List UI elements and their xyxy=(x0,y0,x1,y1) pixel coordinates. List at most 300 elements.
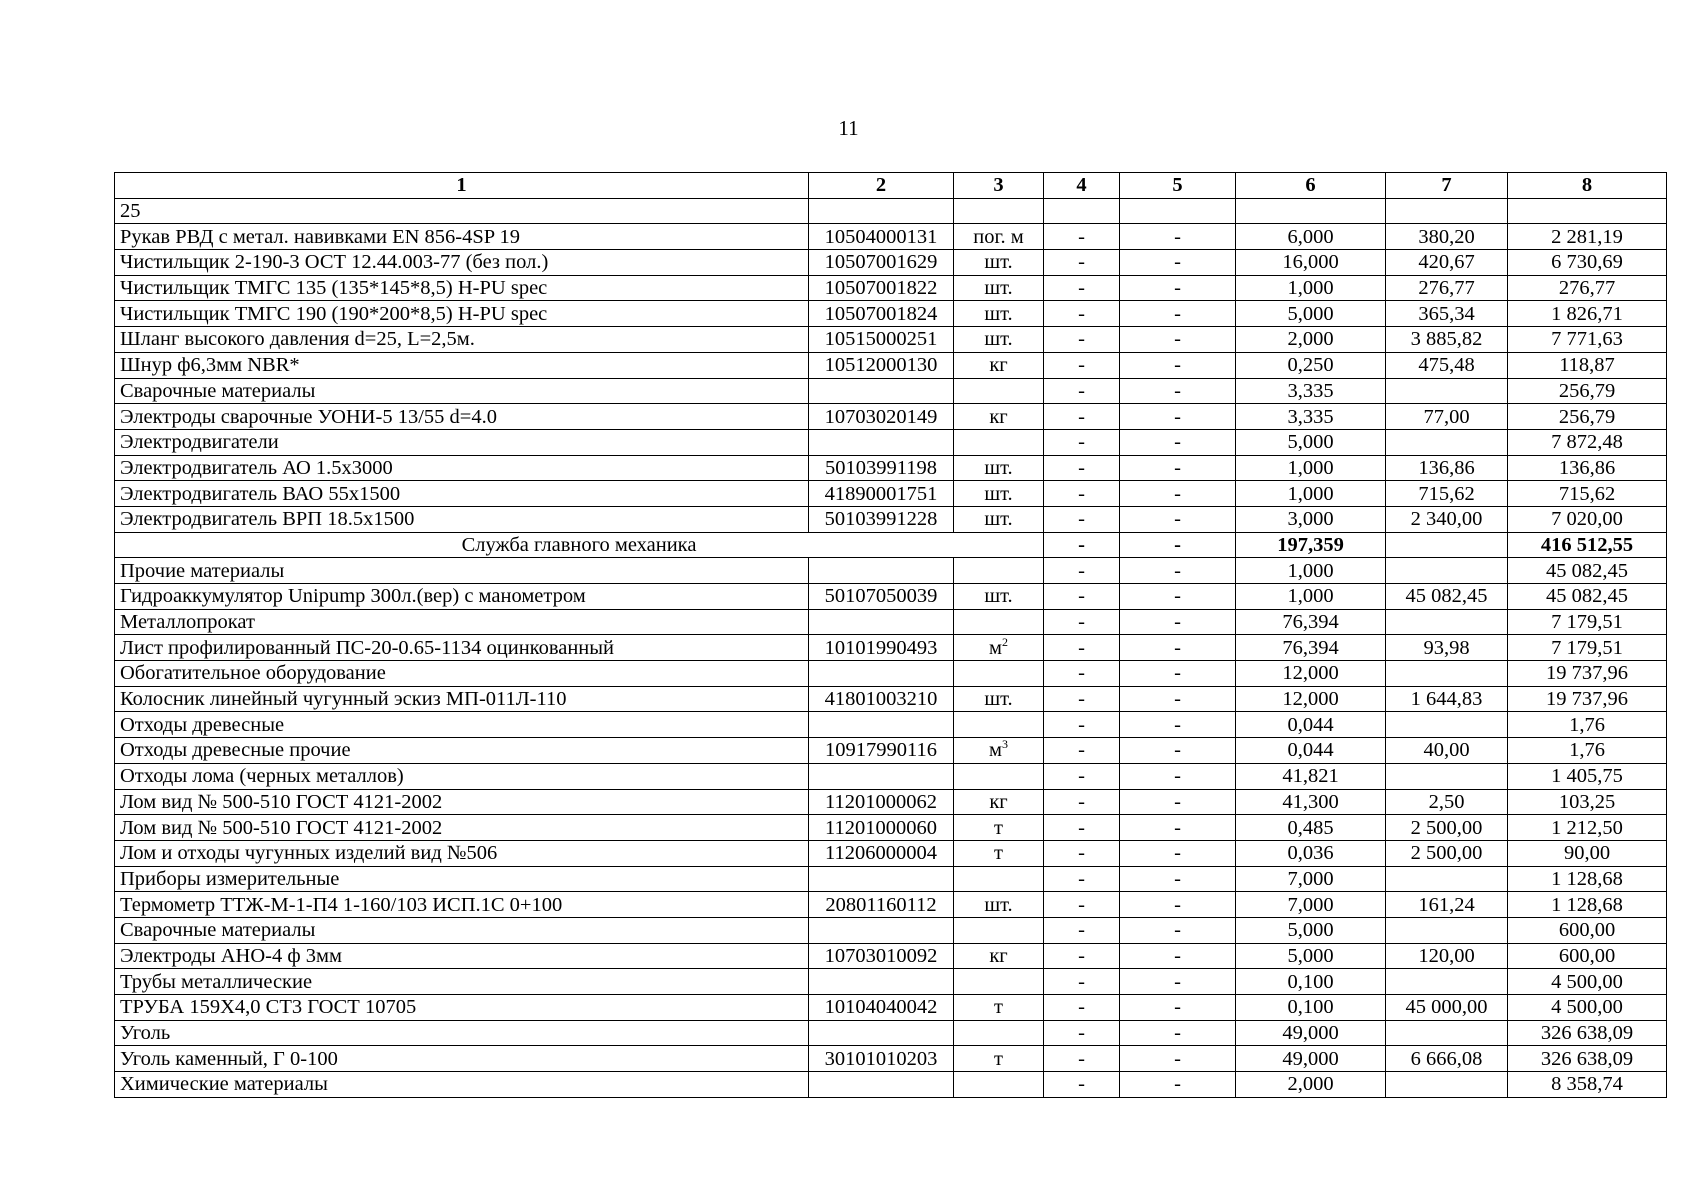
price-cell: 2 340,00 xyxy=(1386,506,1508,532)
name-cell: Прочие материалы xyxy=(115,558,809,584)
col5-cell: - xyxy=(1120,481,1236,507)
code-cell: 11206000004 xyxy=(809,840,954,866)
amount-cell: 326 638,09 xyxy=(1508,1020,1667,1046)
table-body xyxy=(115,198,1667,1097)
unit-cell xyxy=(954,738,1044,764)
quantity-cell: 0,044 xyxy=(1236,712,1386,738)
name-cell: Гидроаккумулятор Unipump 300л.(вер) с манометром xyxy=(115,584,809,610)
unit-cell xyxy=(954,198,1044,224)
unit-cell xyxy=(954,609,1044,635)
table-row xyxy=(115,840,1667,866)
amount-cell: 1 128,68 xyxy=(1508,892,1667,918)
name-cell: Шланг высокого давления d=25, L=2,5м. xyxy=(115,327,809,353)
quantity-cell: 5,000 xyxy=(1236,301,1386,327)
unit-cell xyxy=(954,712,1044,738)
code-cell xyxy=(809,1072,954,1098)
col5-cell: - xyxy=(1120,609,1236,635)
quantity-cell: 0,485 xyxy=(1236,815,1386,841)
unit-cell: шт. xyxy=(954,250,1044,276)
col4-cell: - xyxy=(1044,1020,1120,1046)
quantity-cell: 0,100 xyxy=(1236,969,1386,995)
price-cell xyxy=(1386,969,1508,995)
name-cell: Термометр ТТЖ-М-1-П4 1-160/103 ИСП.1С 0+100 xyxy=(115,892,809,918)
column-header-1: 1 xyxy=(115,173,809,199)
unit-cell: пог. м xyxy=(954,224,1044,250)
table-row xyxy=(115,661,1667,687)
col5-cell: - xyxy=(1120,789,1236,815)
name-cell: Сварочные материалы xyxy=(115,378,809,404)
name-cell: Отходы древесные прочие xyxy=(115,738,809,764)
table-row xyxy=(115,892,1667,918)
code-cell xyxy=(809,969,954,995)
col4-cell: - xyxy=(1044,275,1120,301)
code-cell: 10512000130 xyxy=(809,352,954,378)
amount-cell: 416 512,55 xyxy=(1508,532,1667,558)
price-cell: 2 500,00 xyxy=(1386,840,1508,866)
table-row xyxy=(115,1046,1667,1072)
code-cell xyxy=(809,558,954,584)
col4-cell: - xyxy=(1044,455,1120,481)
name-cell: ТРУБА 159Х4,0 СТ3 ГОСТ 10705 xyxy=(115,995,809,1021)
price-cell: 365,34 xyxy=(1386,301,1508,327)
col4-cell: - xyxy=(1044,1046,1120,1072)
price-cell: 45 000,00 xyxy=(1386,995,1508,1021)
code-cell: 10504000131 xyxy=(809,224,954,250)
price-cell: 715,62 xyxy=(1386,481,1508,507)
amount-cell: 7 771,63 xyxy=(1508,327,1667,353)
unit-cell: кг xyxy=(954,404,1044,430)
price-cell: 161,24 xyxy=(1386,892,1508,918)
amount-cell: 1,76 xyxy=(1508,712,1667,738)
col4-cell: - xyxy=(1044,763,1120,789)
amount-cell: 45 082,45 xyxy=(1508,558,1667,584)
name-cell: Лом вид № 500-510 ГОСТ 4121-2002 xyxy=(115,815,809,841)
price-cell xyxy=(1386,378,1508,404)
amount-cell: 8 358,74 xyxy=(1508,1072,1667,1098)
col5-cell: - xyxy=(1120,686,1236,712)
table-row xyxy=(115,429,1667,455)
table-row xyxy=(115,584,1667,610)
code-cell xyxy=(809,866,954,892)
code-cell xyxy=(809,1020,954,1046)
col5-cell: - xyxy=(1120,352,1236,378)
name-cell: Шнур ф6,3мм NBR* xyxy=(115,352,809,378)
quantity-cell: 6,000 xyxy=(1236,224,1386,250)
quantity-cell: 41,821 xyxy=(1236,763,1386,789)
price-cell xyxy=(1386,558,1508,584)
unit-cell xyxy=(954,1020,1044,1046)
code-cell: 20801160112 xyxy=(809,892,954,918)
amount-cell: 256,79 xyxy=(1508,404,1667,430)
unit-cell: шт. xyxy=(954,892,1044,918)
col4-cell xyxy=(1044,198,1120,224)
unit-cell: шт. xyxy=(954,327,1044,353)
unit-cell xyxy=(954,763,1044,789)
name-cell: Электродвигатель ВРП 18.5х1500 xyxy=(115,506,809,532)
name-cell: Чистильщик 2-190-3 ОСТ 12.44.003-77 (без пол.) xyxy=(115,250,809,276)
table-row xyxy=(115,609,1667,635)
col5-cell: - xyxy=(1120,429,1236,455)
col4-cell: - xyxy=(1044,789,1120,815)
unit-cell: шт. xyxy=(954,275,1044,301)
table-row xyxy=(115,712,1667,738)
quantity-cell: 49,000 xyxy=(1236,1046,1386,1072)
col4-cell: - xyxy=(1044,943,1120,969)
code-cell xyxy=(809,378,954,404)
unit-cell xyxy=(954,558,1044,584)
amount-cell: 19 737,96 xyxy=(1508,686,1667,712)
unit-exponent: 2 xyxy=(1001,634,1008,649)
price-cell: 93,98 xyxy=(1386,635,1508,661)
col4-cell: - xyxy=(1044,661,1120,687)
quantity-cell: 3,335 xyxy=(1236,404,1386,430)
unit-text: м xyxy=(989,739,1002,762)
amount-cell: 1 826,71 xyxy=(1508,301,1667,327)
quantity-cell: 7,000 xyxy=(1236,866,1386,892)
name-cell: Химические материалы xyxy=(115,1072,809,1098)
col4-cell: - xyxy=(1044,1072,1120,1098)
table-row xyxy=(115,352,1667,378)
price-cell xyxy=(1386,609,1508,635)
amount-cell: 276,77 xyxy=(1508,275,1667,301)
price-cell: 45 082,45 xyxy=(1386,584,1508,610)
price-cell: 40,00 xyxy=(1386,738,1508,764)
quantity-cell: 76,394 xyxy=(1236,635,1386,661)
name-cell: Лом и отходы чугунных изделий вид №506 xyxy=(115,840,809,866)
code-cell xyxy=(809,429,954,455)
table-row xyxy=(115,763,1667,789)
name-cell: Уголь каменный, Г 0-100 xyxy=(115,1046,809,1072)
col4-cell: - xyxy=(1044,429,1120,455)
price-cell: 2 500,00 xyxy=(1386,815,1508,841)
col5-cell: - xyxy=(1120,995,1236,1021)
name-cell: Трубы металлические xyxy=(115,969,809,995)
table-row xyxy=(115,635,1667,661)
unit-exponent: 3 xyxy=(1001,737,1008,752)
col4-cell: - xyxy=(1044,866,1120,892)
amount-cell: 136,86 xyxy=(1508,455,1667,481)
col4-cell: - xyxy=(1044,738,1120,764)
col5-cell: - xyxy=(1120,250,1236,276)
col4-cell: - xyxy=(1044,917,1120,943)
amount-cell: 1 405,75 xyxy=(1508,763,1667,789)
col5-cell: - xyxy=(1120,327,1236,353)
col5-cell: - xyxy=(1120,763,1236,789)
code-cell: 50103991198 xyxy=(809,455,954,481)
price-cell: 380,20 xyxy=(1386,224,1508,250)
quantity-cell: 41,300 xyxy=(1236,789,1386,815)
unit-cell xyxy=(954,969,1044,995)
column-header-7: 7 xyxy=(1386,173,1508,199)
unit-cell xyxy=(954,917,1044,943)
name-cell: Отходы лома (черных металлов) xyxy=(115,763,809,789)
amount-cell: 7 872,48 xyxy=(1508,429,1667,455)
code-cell xyxy=(809,763,954,789)
price-cell: 77,00 xyxy=(1386,404,1508,430)
column-header-2: 2 xyxy=(809,173,954,199)
price-cell xyxy=(1386,532,1508,558)
table-row xyxy=(115,1072,1667,1098)
amount-cell: 4 500,00 xyxy=(1508,995,1667,1021)
name-cell: Металлопрокат xyxy=(115,609,809,635)
name-cell: 25 xyxy=(115,198,809,224)
amount-cell: 600,00 xyxy=(1508,943,1667,969)
unit-cell: т xyxy=(954,815,1044,841)
code-cell: 10507001822 xyxy=(809,275,954,301)
column-header-8: 8 xyxy=(1508,173,1667,199)
price-cell: 420,67 xyxy=(1386,250,1508,276)
col5-cell xyxy=(1120,198,1236,224)
col4-cell: - xyxy=(1044,635,1120,661)
price-cell xyxy=(1386,198,1508,224)
name-cell: Лист профилированный ПС-20-0.65-1134 оцинкованный xyxy=(115,635,809,661)
price-cell: 276,77 xyxy=(1386,275,1508,301)
name-cell: Электродвигатель АО 1.5х3000 xyxy=(115,455,809,481)
price-cell xyxy=(1386,763,1508,789)
unit-cell: шт. xyxy=(954,301,1044,327)
name-cell: Электроды сварочные УОНИ-5 13/55 d=4.0 xyxy=(115,404,809,430)
quantity-cell: 1,000 xyxy=(1236,584,1386,610)
unit-cell: шт. xyxy=(954,506,1044,532)
price-cell xyxy=(1386,712,1508,738)
name-cell: Отходы древесные xyxy=(115,712,809,738)
table-row xyxy=(115,455,1667,481)
quantity-cell: 2,000 xyxy=(1236,327,1386,353)
quantity-cell: 1,000 xyxy=(1236,558,1386,584)
table-row xyxy=(115,686,1667,712)
name-cell: Уголь xyxy=(115,1020,809,1046)
price-cell xyxy=(1386,429,1508,455)
quantity-cell: 0,250 xyxy=(1236,352,1386,378)
quantity-cell: 1,000 xyxy=(1236,275,1386,301)
materials-table xyxy=(114,172,1667,1098)
col4-cell: - xyxy=(1044,584,1120,610)
col5-cell: - xyxy=(1120,558,1236,584)
col5-cell: - xyxy=(1120,815,1236,841)
code-cell xyxy=(809,198,954,224)
col4-cell: - xyxy=(1044,815,1120,841)
unit-cell xyxy=(954,661,1044,687)
quantity-cell: 0,100 xyxy=(1236,995,1386,1021)
col5-cell: - xyxy=(1120,378,1236,404)
col5-cell: - xyxy=(1120,892,1236,918)
table-row xyxy=(115,301,1667,327)
code-cell: 41890001751 xyxy=(809,481,954,507)
quantity-cell: 3,335 xyxy=(1236,378,1386,404)
code-cell xyxy=(809,712,954,738)
code-cell xyxy=(809,609,954,635)
amount-cell xyxy=(1508,198,1667,224)
page-number: 11 xyxy=(838,116,859,140)
name-cell: Чистильщик ТМГС 190 (190*200*8,5) H-PU spec xyxy=(115,301,809,327)
amount-cell: 7 179,51 xyxy=(1508,609,1667,635)
header-row xyxy=(115,173,1667,199)
quantity-cell: 1,000 xyxy=(1236,455,1386,481)
name-cell: Колосник линейный чугунный эскиз МП-011Л-110 xyxy=(115,686,809,712)
code-cell xyxy=(809,661,954,687)
col4-cell: - xyxy=(1044,712,1120,738)
col4-cell: - xyxy=(1044,969,1120,995)
code-cell: 50107050039 xyxy=(809,584,954,610)
code-cell: 10104040042 xyxy=(809,995,954,1021)
quantity-cell: 3,000 xyxy=(1236,506,1386,532)
column-header-5: 5 xyxy=(1120,173,1236,199)
price-cell xyxy=(1386,1072,1508,1098)
price-cell: 136,86 xyxy=(1386,455,1508,481)
col5-cell: - xyxy=(1120,224,1236,250)
section-total-row xyxy=(115,532,1667,558)
table-row xyxy=(115,198,1667,224)
unit-cell xyxy=(954,866,1044,892)
col4-cell: - xyxy=(1044,352,1120,378)
quantity-cell: 76,394 xyxy=(1236,609,1386,635)
amount-cell: 1,76 xyxy=(1508,738,1667,764)
code-cell: 10917990116 xyxy=(809,738,954,764)
unit-cell xyxy=(954,378,1044,404)
amount-cell: 103,25 xyxy=(1508,789,1667,815)
code-cell: 50103991228 xyxy=(809,506,954,532)
col5-cell: - xyxy=(1120,866,1236,892)
unit-cell: шт. xyxy=(954,455,1044,481)
unit-cell: т xyxy=(954,840,1044,866)
name-cell: Сварочные материалы xyxy=(115,917,809,943)
col5-cell: - xyxy=(1120,275,1236,301)
col4-cell: - xyxy=(1044,609,1120,635)
col5-cell: - xyxy=(1120,301,1236,327)
price-cell: 3 885,82 xyxy=(1386,327,1508,353)
quantity-cell: 5,000 xyxy=(1236,943,1386,969)
column-header-6: 6 xyxy=(1236,173,1386,199)
price-cell: 1 644,83 xyxy=(1386,686,1508,712)
col4-cell: - xyxy=(1044,506,1120,532)
name-cell: Чистильщик ТМГС 135 (135*145*8,5) H-PU spec xyxy=(115,275,809,301)
col5-cell: - xyxy=(1120,943,1236,969)
amount-cell: 90,00 xyxy=(1508,840,1667,866)
quantity-cell: 5,000 xyxy=(1236,917,1386,943)
section-title-cell: Служба главного механика xyxy=(115,532,1044,558)
table-row xyxy=(115,481,1667,507)
col4-cell: - xyxy=(1044,378,1120,404)
quantity-cell: 197,359 xyxy=(1236,532,1386,558)
col4-cell: - xyxy=(1044,840,1120,866)
quantity-cell: 49,000 xyxy=(1236,1020,1386,1046)
table-row xyxy=(115,943,1667,969)
amount-cell: 7 020,00 xyxy=(1508,506,1667,532)
quantity-cell xyxy=(1236,198,1386,224)
name-cell: Приборы измерительные xyxy=(115,866,809,892)
amount-cell: 4 500,00 xyxy=(1508,969,1667,995)
table-row xyxy=(115,866,1667,892)
quantity-cell: 12,000 xyxy=(1236,686,1386,712)
price-cell: 2,50 xyxy=(1386,789,1508,815)
table-row xyxy=(115,404,1667,430)
name-cell: Лом вид № 500-510 ГОСТ 4121-2002 xyxy=(115,789,809,815)
name-cell: Электродвигатели xyxy=(115,429,809,455)
code-cell: 41801003210 xyxy=(809,686,954,712)
price-cell: 475,48 xyxy=(1386,352,1508,378)
price-cell: 6 666,08 xyxy=(1386,1046,1508,1072)
name-cell: Электродвигатель ВАО 55х1500 xyxy=(115,481,809,507)
code-cell: 10703010092 xyxy=(809,943,954,969)
code-cell: 10515000251 xyxy=(809,327,954,353)
code-cell: 10507001824 xyxy=(809,301,954,327)
code-cell: 10703020149 xyxy=(809,404,954,430)
name-cell: Рукав РВД с метал. навивками EN 856-4SP 19 xyxy=(115,224,809,250)
col4-cell: - xyxy=(1044,481,1120,507)
quantity-cell: 7,000 xyxy=(1236,892,1386,918)
unit-cell xyxy=(954,429,1044,455)
amount-cell: 45 082,45 xyxy=(1508,584,1667,610)
col5-cell: - xyxy=(1120,584,1236,610)
col5-cell: - xyxy=(1120,840,1236,866)
col4-cell: - xyxy=(1044,532,1120,558)
table-row xyxy=(115,738,1667,764)
col4-cell: - xyxy=(1044,686,1120,712)
table-row xyxy=(115,506,1667,532)
column-header-3: 3 xyxy=(954,173,1044,199)
table-row xyxy=(115,1020,1667,1046)
amount-cell: 256,79 xyxy=(1508,378,1667,404)
unit-cell: т xyxy=(954,995,1044,1021)
col4-cell: - xyxy=(1044,995,1120,1021)
amount-cell: 1 128,68 xyxy=(1508,866,1667,892)
table-row xyxy=(115,250,1667,276)
table-row xyxy=(115,995,1667,1021)
unit-cell xyxy=(954,1072,1044,1098)
col4-cell: - xyxy=(1044,301,1120,327)
quantity-cell: 12,000 xyxy=(1236,661,1386,687)
table-row xyxy=(115,275,1667,301)
table-row xyxy=(115,224,1667,250)
col5-cell: - xyxy=(1120,455,1236,481)
col5-cell: - xyxy=(1120,404,1236,430)
code-cell: 10101990493 xyxy=(809,635,954,661)
amount-cell: 19 737,96 xyxy=(1508,661,1667,687)
unit-cell: шт. xyxy=(954,584,1044,610)
col5-cell: - xyxy=(1120,506,1236,532)
code-cell: 30101010203 xyxy=(809,1046,954,1072)
code-cell: 10507001629 xyxy=(809,250,954,276)
col4-cell: - xyxy=(1044,327,1120,353)
col5-cell: - xyxy=(1120,1020,1236,1046)
name-cell: Обогатительное оборудование xyxy=(115,661,809,687)
quantity-cell: 0,036 xyxy=(1236,840,1386,866)
amount-cell: 715,62 xyxy=(1508,481,1667,507)
col4-cell: - xyxy=(1044,224,1120,250)
col5-cell: - xyxy=(1120,917,1236,943)
amount-cell: 600,00 xyxy=(1508,917,1667,943)
price-cell xyxy=(1386,1020,1508,1046)
quantity-cell: 5,000 xyxy=(1236,429,1386,455)
table-row xyxy=(115,327,1667,353)
name-cell: Электроды АНО-4 ф 3мм xyxy=(115,943,809,969)
col4-cell: - xyxy=(1044,250,1120,276)
col4-cell: - xyxy=(1044,404,1120,430)
amount-cell: 6 730,69 xyxy=(1508,250,1667,276)
table-row xyxy=(115,969,1667,995)
column-header-4: 4 xyxy=(1044,173,1120,199)
unit-cell: т xyxy=(954,1046,1044,1072)
col5-cell: - xyxy=(1120,969,1236,995)
price-cell xyxy=(1386,866,1508,892)
code-cell xyxy=(809,917,954,943)
amount-cell: 7 179,51 xyxy=(1508,635,1667,661)
unit-cell: шт. xyxy=(954,686,1044,712)
col5-cell: - xyxy=(1120,635,1236,661)
unit-cell: шт. xyxy=(954,481,1044,507)
col4-cell: - xyxy=(1044,892,1120,918)
code-cell: 11201000062 xyxy=(809,789,954,815)
